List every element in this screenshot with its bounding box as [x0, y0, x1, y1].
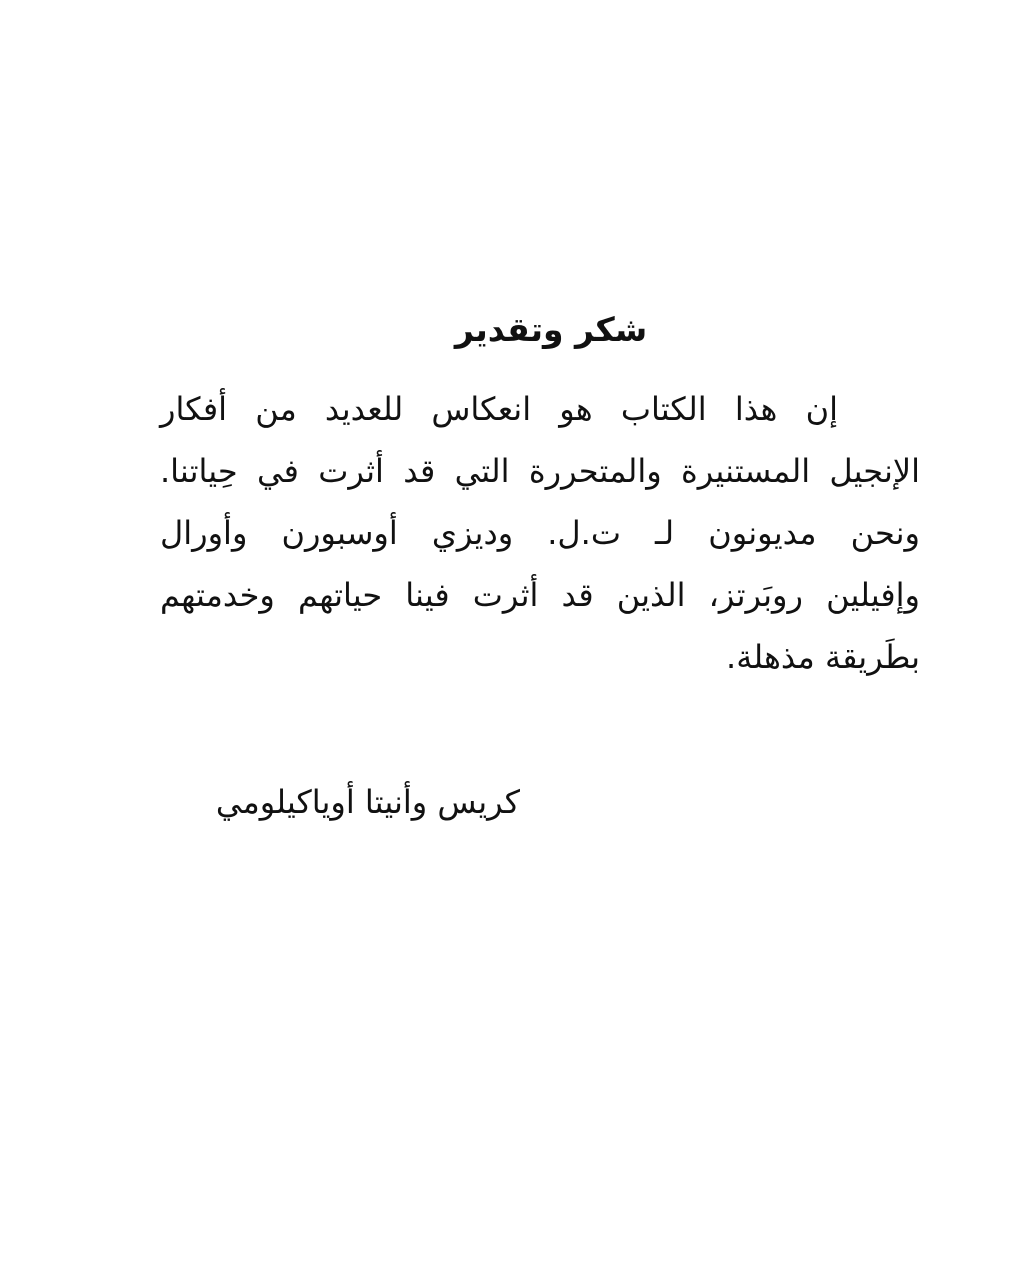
paragraph-line: الإنجيل المستنيرة والمتحررة التي قد أثرت في حِياتنا. [160, 452, 920, 490]
paragraph-line: ونحن مديونون لـ ت.ل. وديزي أوسبورن وأورال [160, 514, 920, 552]
paragraph-line: بطَريقة مذهلة. [726, 638, 920, 676]
paragraph-line: وإفيلين روبَرتز، الذين قد أثرت فينا حياتهم وخدمتهم [160, 576, 920, 614]
paragraph-line: إن هذا الكتاب هو انعكاس للعديد من أفكار [160, 390, 838, 428]
page-title: شكر وتقدير [454, 310, 648, 349]
author-signature: كريس وأنيتا أوياكيلومي [215, 783, 520, 821]
acknowledgement-paragraph [160, 378, 920, 688]
